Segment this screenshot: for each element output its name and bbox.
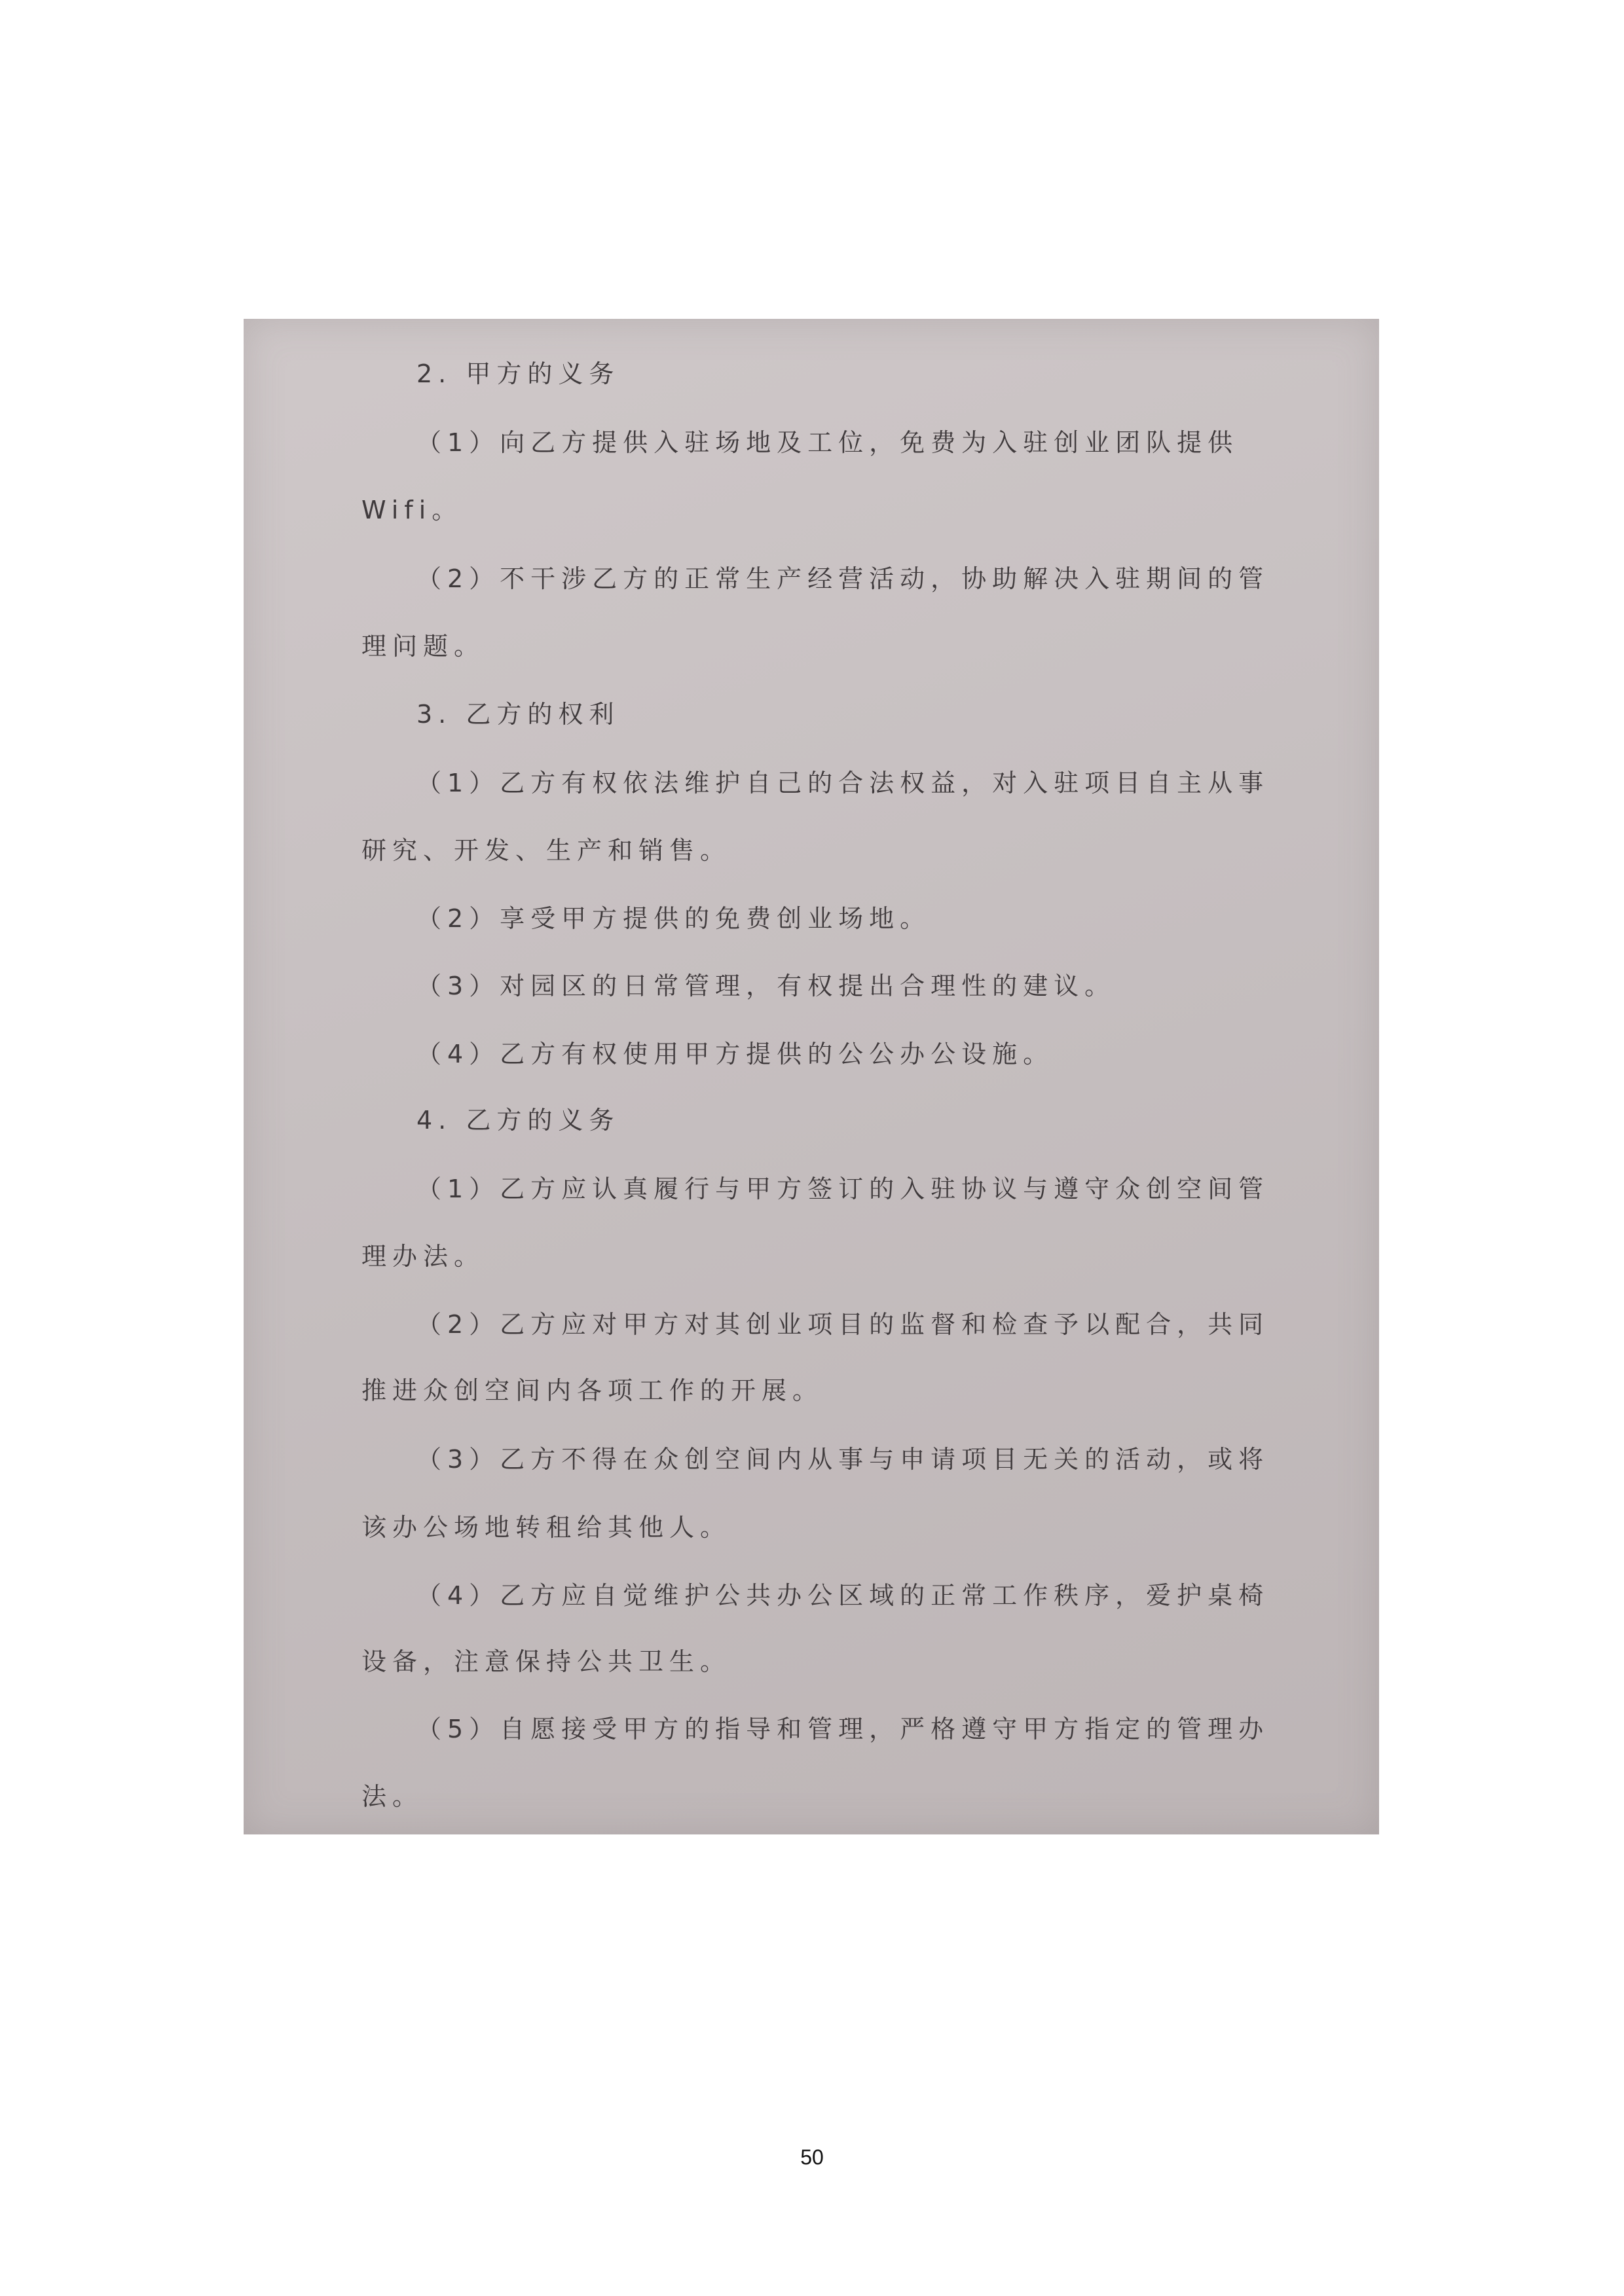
clause-3-1-line-1: （1）乙方有权依法维护自己的合法权益，对入驻项目自主从事 — [416, 769, 1270, 797]
clause-4-5-line-2: 法。 — [361, 1782, 424, 1811]
clause-2-1-line-2: Wifi。 — [361, 496, 463, 524]
section-heading-2: 2. 甲方的义务 — [416, 359, 620, 388]
clause-4-2-line-2: 推进众创空间内各项工作的开展。 — [361, 1376, 824, 1405]
clause-2-2-line-2: 理问题。 — [361, 632, 485, 661]
section-heading-3: 3. 乙方的权利 — [416, 700, 620, 729]
clause-4-4-line-1: （4）乙方应自觉维护公共办公区域的正常工作秩序，爱护桌椅 — [416, 1581, 1270, 1610]
clause-4-5-line-1: （5）自愿接受甲方的指导和管理，严格遵守甲方指定的管理办 — [416, 1715, 1270, 1743]
clause-4-1-line-2: 理办法。 — [361, 1242, 485, 1271]
clause-3-1-line-2: 研究、开发、生产和销售。 — [361, 836, 731, 865]
clause-4-3-line-2: 该办公场地转租给其他人。 — [361, 1513, 731, 1542]
clause-4-4-line-2: 设备，注意保持公共卫生。 — [361, 1647, 731, 1676]
clause-4-1-line-1: （1）乙方应认真履行与甲方签订的入驻协议与遵守众创空间管 — [416, 1175, 1270, 1203]
clause-4-3-line-1: （3）乙方不得在众创空间内从事与申请项目无关的活动，或将 — [416, 1445, 1270, 1474]
clause-4-2-line-1: （2）乙方应对甲方对其创业项目的监督和检查予以配合，共同 — [416, 1310, 1270, 1339]
clause-3-2: （2）享受甲方提供的免费创业场地。 — [416, 904, 931, 933]
document-photo — [244, 319, 1379, 1834]
clause-3-4: （4）乙方有权使用甲方提供的公公办公设施。 — [416, 1040, 1054, 1068]
clause-2-1-line-1: （1）向乙方提供入驻场地及工位，免费为入驻创业团队提供 — [416, 428, 1239, 457]
clause-3-3: （3）对园区的日常管理，有权提出合理性的建议。 — [416, 972, 1116, 1000]
section-heading-4: 4. 乙方的义务 — [416, 1106, 620, 1135]
clause-2-2-line-1: （2）不干涉乙方的正常生产经营活动，协助解决入驻期间的管 — [416, 564, 1270, 593]
page-number: 50 — [800, 2145, 824, 2169]
